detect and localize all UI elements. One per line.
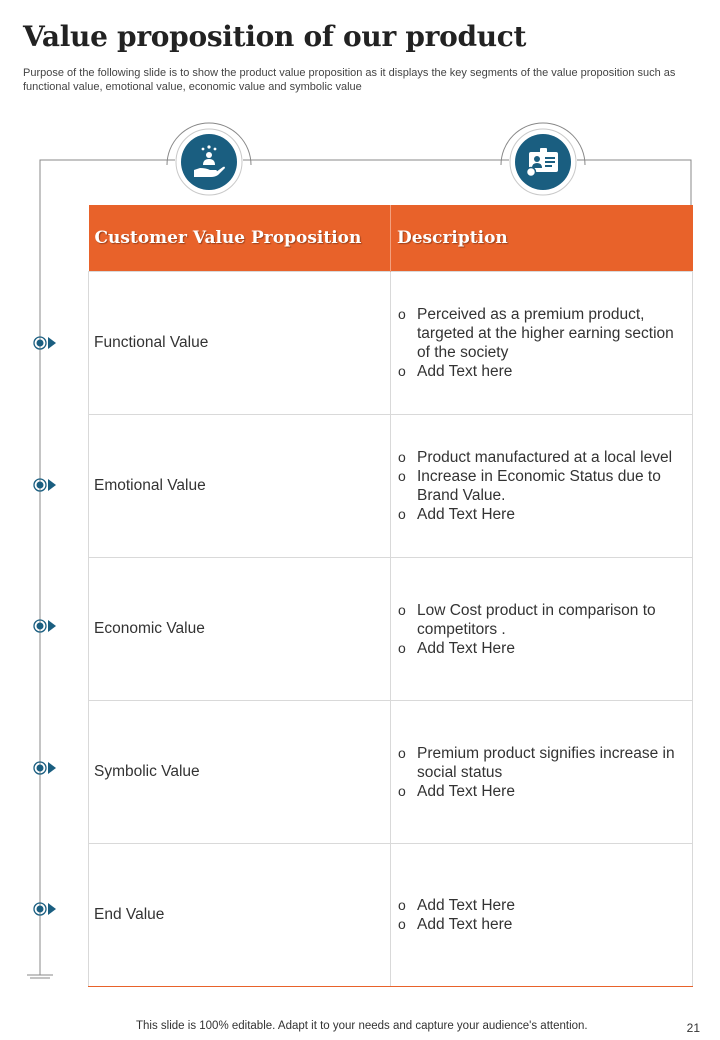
bullet-item: o Add Text here (398, 362, 683, 381)
timeline-marker-icon (34, 479, 56, 491)
row-value-name: End Value (89, 844, 391, 987)
row-value-name: Functional Value (89, 272, 391, 415)
row-value-name: Emotional Value (89, 415, 391, 558)
hand-with-person-and-stars-icon (175, 128, 243, 196)
table-row (89, 272, 693, 415)
header-description: Description (391, 205, 693, 272)
timeline-marker-icon (34, 762, 56, 774)
row-description (391, 558, 693, 701)
bullet-item: o Add Text Here (398, 896, 683, 915)
bullet-item: o Add Text Here (398, 505, 683, 524)
footer-note: This slide is 100% editable. Adapt it to your needs and capture your audience's attention. (136, 1020, 588, 1032)
row-value-name: Economic Value (89, 558, 391, 701)
table-row (89, 415, 693, 558)
bullet-item: o Increase in Economic Status due to Brand Value. (398, 467, 683, 505)
row-description (391, 415, 693, 558)
bullet-item: o Low Cost product in comparison to competitors . (398, 601, 683, 639)
row-value-name: Symbolic Value (89, 701, 391, 844)
id-card-icon (509, 128, 577, 196)
timeline-marker-icon (34, 620, 56, 632)
page-number: 21 (686, 1021, 700, 1035)
timeline-marker-icon (34, 337, 56, 349)
table-header-row (89, 205, 693, 272)
page-title: Value proposition of our product (23, 20, 527, 53)
bullet-item: o Add Text Here (398, 639, 683, 658)
bullet-item: o Premium product signifies increase in social status (398, 744, 683, 782)
row-description (391, 844, 693, 987)
value-proposition-table (88, 205, 693, 987)
table-row (89, 558, 693, 701)
row-description (391, 272, 693, 415)
bullet-item: o Add Text Here (398, 782, 683, 801)
header-customer-value-proposition: Customer Value Proposition (89, 205, 391, 272)
bullet-item: o Product manufactured at a local level (398, 448, 683, 467)
row-description (391, 701, 693, 844)
timeline-marker-icon (34, 903, 56, 915)
bullet-item: o Perceived as a premium product, targeted at the higher earning section of the society (398, 305, 683, 362)
bullet-item: o Add Text here (398, 915, 683, 934)
table-row (89, 701, 693, 844)
page-subtitle: Purpose of the following slide is to show the product value proposition as it displays the key segments of the value proposition such as functional value, emotional value, economic value and symbolic value (23, 67, 676, 93)
table-row (89, 844, 693, 987)
